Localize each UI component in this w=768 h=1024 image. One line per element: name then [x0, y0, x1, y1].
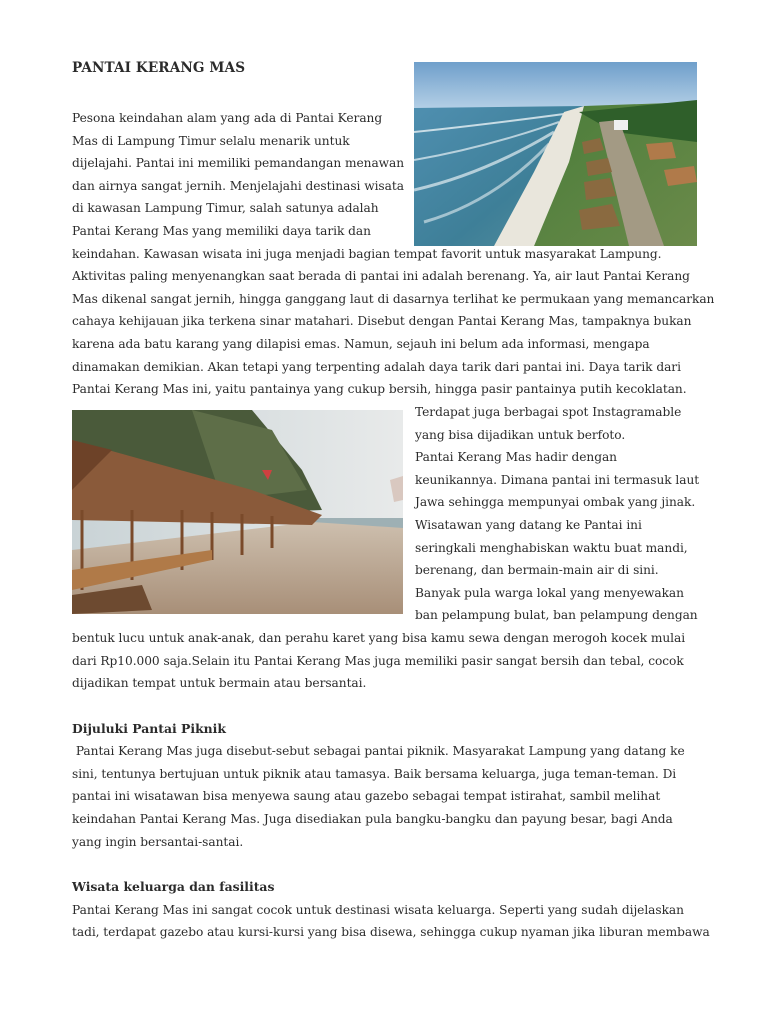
- text-line: keindahan. Kawasan wisata ini juga menjadi bagian tempat favorit untuk masyarakat Lampung.: [72, 247, 662, 261]
- text-line: ban pelampung bulat, ban pelampung dengan: [415, 608, 698, 622]
- text-line: Mas di Lampung Timur selalu menarik untuk: [72, 134, 350, 148]
- aerial-beach-photo: [414, 62, 697, 246]
- text-line: Pantai Kerang Mas hadir dengan: [415, 450, 617, 464]
- text-line: Aktivitas paling menyenangkan saat berada di pantai ini adalah berenang. Ya, air laut Pantai Kerang: [72, 269, 690, 283]
- text-line: Jawa sehingga mempunyai ombak yang jinak.: [415, 495, 696, 509]
- text-line: yang ingin bersantai-santai.: [72, 835, 244, 849]
- text-line: Terdapat juga berbagai spot Instagramable: [415, 405, 682, 419]
- text-line: dari Rp10.000 saja.Selain itu Pantai Kerang Mas juga memiliki pasir sangat bersih dan tebal, cocok: [72, 654, 684, 668]
- text-line: Pantai Kerang Mas ini, yaitu pantainya yang cukup bersih, hingga pasir pantainya putih kecoklatan.: [72, 382, 687, 396]
- text-line: seringkali menghabiskan waktu buat mandi,: [415, 541, 688, 555]
- text-line: tadi, terdapat gazebo atau kursi-kursi yang bisa disewa, sehingga cukup nyaman jika liburan membawa: [72, 925, 710, 939]
- text-line: Pantai Kerang Mas juga disebut-sebut sebagai pantai piknik. Masyarakat Lampung yang datang ke: [72, 744, 685, 758]
- text-line: keunikannya. Dimana pantai ini termasuk laut: [415, 473, 700, 487]
- text-line: Mas dikenal sangat jernih, hingga ganggang laut di dasarnya terlihat ke permukaan yang memancarkan: [72, 292, 715, 306]
- text-line: keindahan Pantai Kerang Mas. Juga disediakan pula bangku-bangku dan payung besar, bagi Anda: [72, 812, 673, 826]
- text-line: sini, tentunya bertujuan untuk piknik atau tamasya. Baik bersama keluarga, juga teman-teman. Di: [72, 767, 677, 781]
- text-line: dinamakan demikian. Akan tetapi yang terpenting adalah daya tarik dari pantai ini. Daya tarik dari: [72, 360, 681, 374]
- text-line: Wisatawan yang datang ke Pantai ini: [415, 518, 642, 532]
- page-title: PANTAI KERANG MAS: [72, 60, 246, 76]
- section-heading: Wisata keluarga dan fasilitas: [72, 879, 275, 894]
- text-line: yang bisa dijadikan untuk berfoto.: [415, 428, 626, 442]
- text-line: berenang, dan bermain-main air di sini.: [415, 563, 659, 577]
- text-line: pantai ini wisatawan bisa menyewa saung atau gazebo sebagai tempat istirahat, sambil melihat: [72, 789, 661, 803]
- section-heading: Dijuluki Pantai Piknik: [72, 721, 226, 736]
- text-line: dan airnya sangat jernih. Menjelajahi destinasi wisata: [72, 179, 404, 193]
- text-line: dijadikan tempat untuk bermain atau bersantai.: [72, 676, 367, 690]
- text-line: karena ada batu karang yang dilapisi emas. Namun, sejauh ini belum ada informasi, mengapa: [72, 337, 650, 351]
- text-line: dijelajahi. Pantai ini memiliki pemandangan menawan: [72, 156, 405, 170]
- text-line: Pantai Kerang Mas yang memiliki daya tarik dan: [72, 224, 371, 238]
- beach-huts-photo: [72, 410, 403, 614]
- text-line: di kawasan Lampung Timur, salah satunya adalah: [72, 201, 379, 215]
- text-line: Pesona keindahan alam yang ada di Pantai Kerang: [72, 111, 383, 125]
- text-line: bentuk lucu untuk anak-anak, dan perahu karet yang bisa kamu sewa dengan merogoh kocek mulai: [72, 631, 686, 645]
- text-line: cahaya kehijauan jika terkena sinar matahari. Disebut dengan Pantai Kerang Mas, tampaknya bukan: [72, 314, 692, 328]
- aerial-beach-image: [414, 62, 697, 246]
- beach-huts-image: [72, 410, 403, 614]
- text-line: Banyak pula warga lokal yang menyewakan: [415, 586, 684, 600]
- text-line: Pantai Kerang Mas ini sangat cocok untuk destinasi wisata keluarga. Seperti yang sudah dijelaskan: [72, 903, 684, 917]
